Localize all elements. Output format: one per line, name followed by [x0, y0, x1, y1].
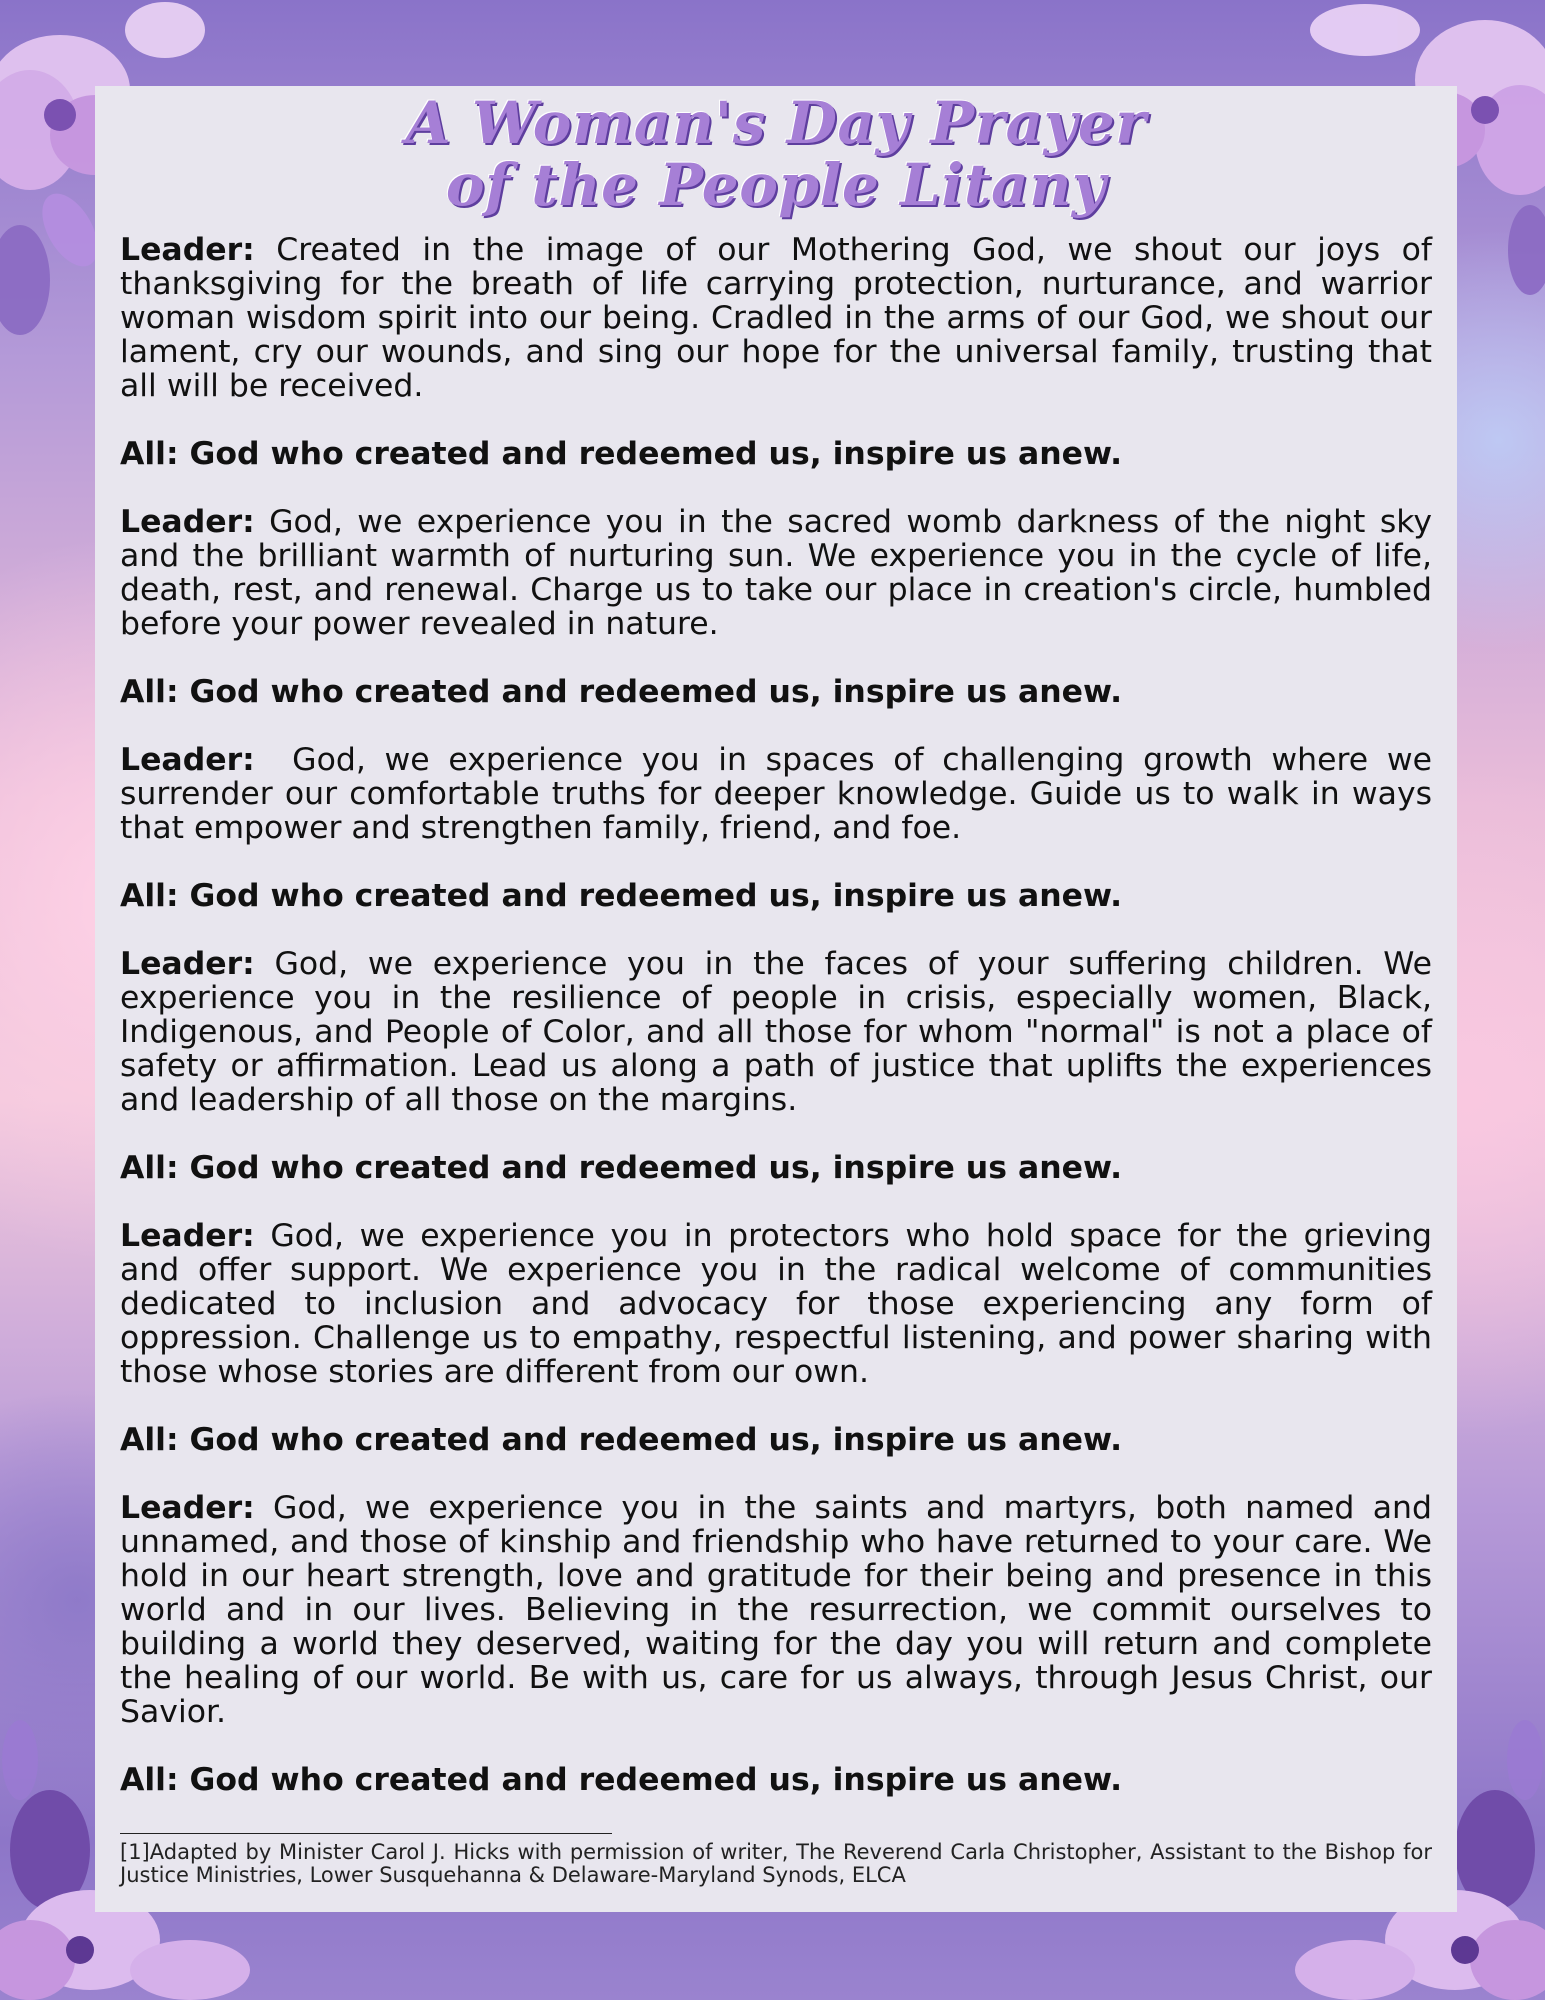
leader-text: God, we experience you in the faces of your suffering children. We experience you in the resilience of people in crisis, especially women, Black, Indigenous, and People of Color, and all those for whom "normal" is not a place of safety or affirmation. Lead us along a path of justice that uplifts the experiences and leadership of all those on the margins.	[120, 946, 1432, 1118]
leader-paragraph	[120, 1219, 1432, 1389]
leader-text: Created in the image of our Mothering God, we shout our joys of thanksgiving for the breath of life carrying protection, nurturance, and warrior woman wisdom spirit into our being. Cradled in the arms of our God, we shout our lament, cry our wounds, and sing our hope for the universal family, trusting that all will be received.	[120, 232, 1432, 404]
all-response: All: God who created and redeemed us, inspire us anew.	[120, 1422, 1123, 1458]
leader-paragraph	[120, 233, 1432, 403]
leader-label: Leader:	[120, 504, 255, 540]
all-response: All: God who created and redeemed us, inspire us anew.	[120, 878, 1123, 914]
footnote-divider	[120, 1833, 612, 1834]
leader-text: God, we experience you in the sacred womb darkness of the night sky and the brilliant warmth of nurturing sun. We experience you in the cycle of life, death, rest, and renewal. Charge us to take our place in creation's circle, humbled before your power revealed in nature.	[120, 504, 1432, 642]
leader-label: Leader:	[120, 232, 255, 268]
leader-label: Leader:	[120, 946, 255, 982]
leader-text: God, we experience you in the saints and martyrs, both named and unnamed, and those of kinship and friendship who have returned to your care. We hold in our heart strength, love and gratitude for their being and presence in this world and in our lives. Believing in the resurrection, we commit ourselves to building a world they deserved, waiting for the day you will return and complete the healing of our world. Be with us, care for us always, through Jesus Christ, our Savior.	[120, 1490, 1432, 1730]
leader-label: Leader:	[120, 1490, 255, 1526]
litany-body	[120, 232, 1443, 1831]
all-response: All: God who created and redeemed us, inspire us anew.	[120, 1762, 1123, 1798]
leader-paragraph	[120, 505, 1432, 641]
leader-paragraph	[120, 742, 1443, 846]
all-response: All: God who created and redeemed us, inspire us anew.	[120, 436, 1123, 472]
footnote: [1]Adapted by Minister Carol J. Hicks with permission of writer, The Reverend Carla Christopher, Assistant to the Bishop for Justice Ministries, Lower Susquehanna & Delaware-Maryland Synods, ELCA	[120, 1840, 1432, 1887]
page-title	[95, 89, 1457, 219]
leader-label: Leader:	[120, 1218, 255, 1254]
leader-paragraph	[120, 947, 1432, 1117]
title-line-1: A Woman's Day Prayer	[405, 89, 1147, 157]
all-response: All: God who created and redeemed us, inspire us anew.	[120, 674, 1123, 710]
leader-paragraph	[120, 1491, 1432, 1729]
leader-label: Leader:	[120, 742, 255, 778]
title-line-2: of the People Litany	[445, 151, 1107, 219]
leader-text: God, we experience you in protectors who hold space for the grieving and offer support. We experience you in the radical welcome of communities dedicated to inclusion and advocacy for those experiencing any form of oppression. Challenge us to empathy, respectful listening, and power sharing with those whose stories are different from our own.	[120, 1218, 1432, 1390]
leader-text: God, we experience you in spaces of challenging growth where we surrender our comfortable truths for deeper knowledge. Guide us to walk in ways that empower and strengthen family, friend, and foe.	[120, 742, 1443, 846]
all-response: All: God who created and redeemed us, inspire us anew.	[120, 1150, 1123, 1186]
